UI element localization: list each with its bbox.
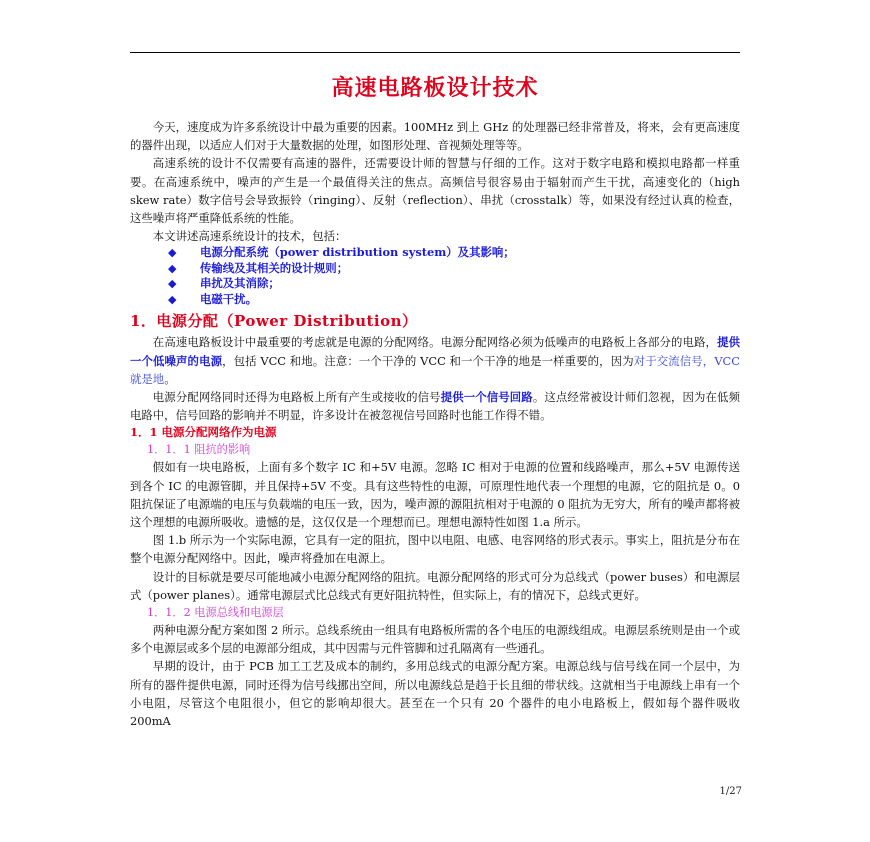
diamond-bullet-icon: ◆ xyxy=(168,246,177,260)
list-item: ◆ 电源分配系统（power distribution system）及其影响； xyxy=(168,245,515,260)
section-paragraph-4: 图 1.b 所示为一个实际电源，它具有一定的阻抗，图中以电阻、电感、电容网络的形式表示。事实上，阻抗是分布在整个电源分配网络中。因此，噪声将叠加在电源上。 xyxy=(130,533,740,566)
list-item: ◆ 串扰及其消除； xyxy=(168,276,280,291)
intro-paragraph-1: 今天，速度成为许多系统设计中最为重要的因素。100MHz 到上 GHz 的处理器已经非常普及，将来，会有更高速度的器件出现，以适应人们对于大量数据的处理，如图形处理、音视频处理等等。 xyxy=(130,120,740,153)
topic-list xyxy=(130,245,740,307)
list-item: ◆ 传输线及其相关的设计规则； xyxy=(168,260,349,275)
list-item: ◆ 电磁干扰。 xyxy=(168,291,257,306)
subsubsection-heading: 1．1．1 阻抗的影响 xyxy=(147,443,251,457)
page-number: 1/27 xyxy=(719,786,742,797)
section-paragraph-2: 电源分配网络同时还得为电路板上所有产生或接收的信号提供一个信号回路。这点经常被设计师们忽视，因为在低频电路中，信号回路的影响并不明显，许多设计在被忽视信号回路时也能工作得不错。 xyxy=(130,390,740,423)
section-heading: 1．电源分配（Power Distribution） xyxy=(130,312,418,331)
diamond-bullet-icon: ◆ xyxy=(168,261,177,275)
section-paragraph-6: 两种电源分配方案如图 2 所示。总线系统由一组具有电路板所需的各个电压的电源线组成。电源层系统则是由一个或多个电源层或多个层的电源部分组成，其中因需与元件管脚和过孔隔离有一些通孔。 xyxy=(130,623,740,656)
section-paragraph-1: 在高速电路板设计中最重要的考虑就是电源的分配网络。电源分配网络必须为低噪声的电路板上各部分的电路，提供一个低噪声的电源，包括 VCC 和地。注意：一个干净的 VCC 和一个干净的地是一样重要的，因为对于交流信号，VCC 就是地。 xyxy=(130,335,740,386)
subsubsection-heading: 1．1．2 电源总线和电源层 xyxy=(147,606,284,620)
intro-paragraph-2: 高速系统的设计不仅需要有高速的器件，还需要设计师的智慧与仔细的工作。这对于数字电路和模拟电路都一样重要。在高速系统中，噪声的产生是一个最值得关注的焦点。高频信号很容易由于辐射而产生干扰，高速变化的（high skew rate）数字信号会导致振铃（ringing）、反射（reflection）、串扰（crosstalk）等，如果没有经过认真的检查，这些噪声将严重降低系统的性能。 xyxy=(130,156,740,226)
document-body xyxy=(130,118,740,730)
section-paragraph-5: 设计的目标就是要尽可能地减小电源分配网络的阻抗。电源分配网络的形式可分为总线式（power buses）和电源层式（power planes）。通常电源层式比总线式有更好阻抗特性，但实际上，有的情况下，总线式更好。 xyxy=(130,569,740,602)
emphasis-text: 提供一个低噪声的电源 xyxy=(130,335,740,368)
diamond-bullet-icon: ◆ xyxy=(168,277,177,291)
highlight-text: 对于交流信号，VCC 就是地 xyxy=(130,353,740,386)
header-rule xyxy=(130,52,740,53)
intro-paragraph-3: 本文讲述高速系统设计的技术，包括： xyxy=(152,229,347,244)
diamond-bullet-icon: ◆ xyxy=(168,292,177,306)
section-paragraph-3: 假如有一块电路板，上面有多个数字 IC 和+5V 电源。忽略 IC 相对于电源的位置和线路噪声，那么+5V 电源传送到各个 IC 的电源管脚，并且保持+5V 不变。具有这些特性的电源，可原理性地代表一个理想的电源，它的阻抗是 0。0 阻抗保证了电源端的电压与负载端的电压一致，因为，噪声源的源阻抗相对于电源的 0 阻抗为无穷大，所有的噪声都将被这个理想的电源所吸收。遗憾的是，这仅仅是一个理想而已。理想电源特性如图 1.a 所示。 xyxy=(130,460,740,530)
emphasis-text: 提供一个信号回路 xyxy=(440,390,533,405)
section-paragraph-7: 早期的设计，由于 PCB 加工工艺及成本的制约，多用总线式的电源分配方案。电源总线与信号线在同一个层中，为所有的器件提供电源，同时还得为信号线挪出空间，所以电源线总是趋于长且细的带状线。这就相当于电源线上串有一个小电阻，尽管这个电阻很小，但它的影响却很大。甚至在一个只有 20 个器件的电小电路板上，假如每个器件吸收 200mA xyxy=(130,659,740,729)
subsection-heading: 1．1 电源分配网络作为电源 xyxy=(130,425,277,440)
document-title: 高速电路板设计技术 xyxy=(331,75,539,101)
